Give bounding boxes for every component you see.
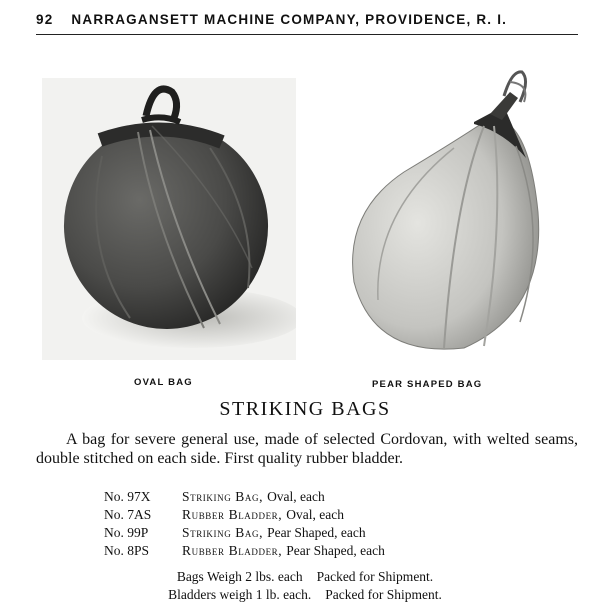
page-header [36,12,578,27]
item-number: No. 99P [104,525,149,540]
page-number: 92 [36,12,54,27]
pear-bag-photo [334,62,570,354]
item-number: No. 8PS [104,543,150,558]
list-item [104,506,385,524]
bag-weight-note [0,568,610,586]
item-name: Rubber Bladder, [182,507,283,522]
item-detail: Oval, each [286,507,344,522]
item-list [104,488,385,560]
item-name: Striking Bag, [182,525,264,540]
item-name: Striking Bag, [182,489,264,504]
item-number: No. 7AS [104,507,152,522]
bladder-weight-note [0,586,610,604]
item-name: Rubber Bladder, [182,543,283,558]
item-number: No. 97X [104,489,151,504]
shipping-notes [0,568,610,604]
company-name: NARRAGANSETT MACHINE COMPANY, PROVIDENCE, R. I. [71,12,508,27]
pear-bag-illustration [334,62,570,354]
item-detail: Oval, each [267,489,325,504]
weight-text: Bags Weigh 2 lbs. each [176,569,303,584]
header-rule [36,34,578,35]
list-item [104,524,385,542]
pear-bag-caption: PEAR SHAPED BAG [372,379,483,390]
product-description: A bag for severe general use, made of selected Cordovan, with welted seams, double stitched on each side. First quality rubber bladder. [36,431,578,467]
packing-text: Packed for Shipment. [316,569,434,584]
list-item [104,542,385,560]
list-item [104,488,385,506]
item-detail: Pear Shaped, each [267,525,366,540]
weight-text: Bladders weigh 1 lb. each. [168,587,312,602]
oval-bag-photo [42,78,296,360]
oval-bag-illustration [42,78,296,360]
item-detail: Pear Shaped, each [286,543,385,558]
packing-text: Packed for Shipment. [325,587,442,602]
oval-bag-caption: OVAL BAG [134,377,193,388]
section-title: STRIKING BAGS [219,398,391,420]
